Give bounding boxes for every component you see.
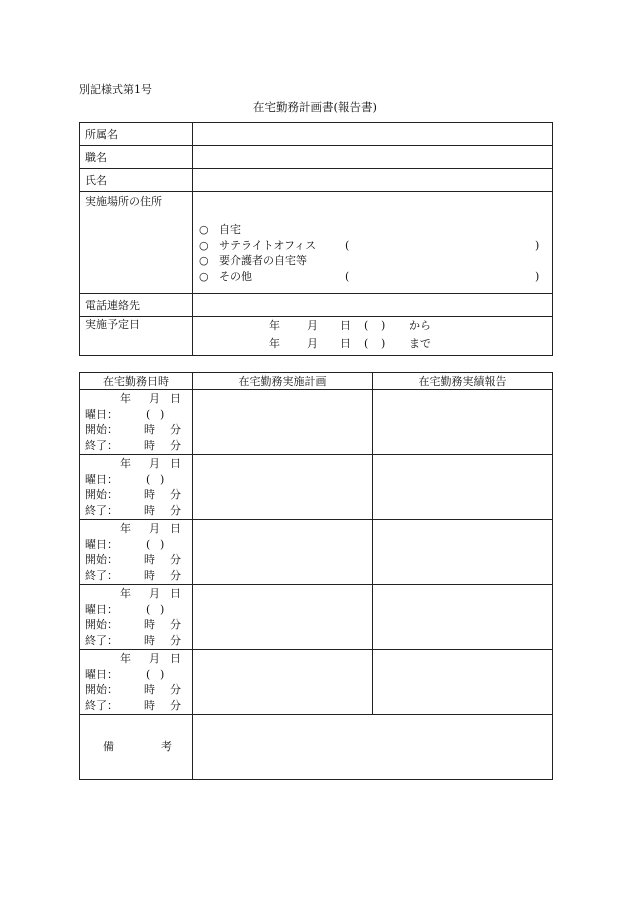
- weekday-line-text: (: [146, 472, 151, 486]
- location-option[interactable]: [199, 222, 552, 238]
- schedule-row: [80, 317, 553, 356]
- position-label: 職名: [80, 146, 193, 169]
- form-number: 別記様式第1号: [79, 83, 152, 96]
- department-label: 所属名: [80, 123, 193, 146]
- location-label: 実施場所の住所: [80, 192, 193, 294]
- header-report: 在宅勤務実績報告: [373, 373, 553, 390]
- end-time-line-text: 終了：: [85, 438, 118, 452]
- weekday-line-text: 曜日：: [85, 667, 118, 681]
- work-datetime: [80, 390, 192, 454]
- date-line-text: 年: [120, 392, 131, 405]
- start-time-line: [80, 422, 193, 437]
- date-line-text: 月: [149, 522, 160, 535]
- start-time-line: [80, 487, 193, 502]
- radio-circle-icon[interactable]: ○: [199, 269, 209, 283]
- notes-label-cell: [80, 715, 193, 780]
- notes-label-2: 考: [161, 740, 172, 753]
- weekday-line-text: ): [160, 537, 165, 551]
- schedule-field: [193, 317, 553, 356]
- location-option[interactable]: [199, 253, 552, 269]
- weekday-line-text: 曜日：: [85, 472, 118, 486]
- start-time-line-text: 分: [170, 683, 181, 696]
- start-time-line-text: 開始：: [85, 618, 118, 631]
- end-time-line-text: 分: [170, 633, 181, 647]
- date-line: [80, 456, 193, 471]
- weekday-line-text: ): [160, 407, 165, 421]
- date-line-text: 月: [149, 457, 160, 470]
- location-option[interactable]: [199, 238, 552, 254]
- end-time-line-text: 時: [144, 438, 155, 452]
- start-time-line-text: 開始：: [85, 423, 118, 436]
- name-row: [80, 169, 553, 192]
- notes-field[interactable]: [193, 715, 553, 780]
- start-time-line: [80, 682, 193, 697]
- date-line-text: 年: [120, 457, 131, 470]
- location-field: [193, 192, 553, 294]
- end-time-line: [80, 568, 193, 583]
- work-datetime-cell: [80, 520, 193, 585]
- end-time-line-text: 時: [144, 568, 155, 582]
- phone-field[interactable]: [193, 294, 553, 317]
- start-time-line-text: 時: [144, 683, 155, 696]
- date-line-text: 年: [120, 652, 131, 665]
- department-row: [80, 123, 553, 146]
- date-line-text: 年: [120, 587, 131, 600]
- location-option-label: サテライトオフィス: [219, 238, 317, 252]
- start-time-line-text: 時: [144, 618, 155, 631]
- weekday-line-text: 曜日：: [85, 602, 118, 616]
- weekday-line: [80, 602, 193, 617]
- schedule-label: 実施予定日: [80, 317, 193, 356]
- schedule-suffix: まで: [409, 337, 431, 350]
- end-time-line-text: 分: [170, 503, 181, 517]
- schedule-month: 月: [307, 337, 318, 350]
- work-datetime: [80, 585, 192, 649]
- name-field[interactable]: [193, 169, 553, 192]
- schedule-suffix: から: [409, 319, 431, 332]
- date-line-text: 月: [149, 587, 160, 600]
- work-day-row: [80, 585, 553, 650]
- end-time-line-text: 終了：: [85, 568, 118, 582]
- work-day-row: [80, 520, 553, 585]
- weekday-line-text: 曜日：: [85, 407, 118, 421]
- start-time-line-text: 分: [170, 423, 181, 436]
- end-time-line-text: 終了：: [85, 698, 118, 712]
- start-time-line-text: 時: [144, 553, 155, 566]
- weekday-line-text: (: [146, 407, 151, 421]
- applicant-info-table: [79, 122, 553, 356]
- work-day-row: [80, 455, 553, 520]
- document-title: 在宅勤務計画書(報告書): [253, 100, 377, 114]
- weekday-line-text: (: [146, 667, 151, 681]
- report-field[interactable]: [373, 650, 553, 715]
- work-datetime-cell: [80, 390, 193, 455]
- work-datetime: [80, 650, 192, 714]
- position-row: [80, 146, 553, 169]
- phone-row: [80, 294, 553, 317]
- weekday-line-text: ): [160, 667, 165, 681]
- start-time-line-text: 開始：: [85, 683, 118, 696]
- end-time-line: [80, 633, 193, 648]
- paren-close: ): [535, 269, 540, 283]
- date-line: [80, 391, 193, 406]
- plan-field[interactable]: [193, 520, 373, 585]
- name-label: 氏名: [80, 169, 193, 192]
- end-time-line-text: 終了：: [85, 503, 118, 517]
- date-line-text: 年: [120, 522, 131, 535]
- weekday-line-text: ): [160, 472, 165, 486]
- weekday-line-text: ): [160, 602, 165, 616]
- position-field[interactable]: [193, 146, 553, 169]
- paren-open: (: [345, 238, 350, 252]
- schedule-month: 月: [307, 319, 318, 332]
- end-time-line-text: 分: [170, 438, 181, 452]
- radio-circle-icon[interactable]: ○: [199, 238, 209, 252]
- weekday-line-text: 曜日：: [85, 537, 118, 551]
- radio-circle-icon[interactable]: ○: [199, 223, 209, 236]
- date-line-text: 月: [149, 652, 160, 665]
- schedule-year: 年: [269, 337, 280, 350]
- date-line: [80, 651, 193, 666]
- location-row: [80, 192, 553, 294]
- report-field[interactable]: [373, 520, 553, 585]
- end-time-line-text: 終了：: [85, 633, 118, 647]
- start-time-line: [80, 617, 193, 632]
- start-time-line-text: 時: [144, 423, 155, 436]
- schedule-date-row: [193, 336, 552, 354]
- end-time-line-text: 時: [144, 698, 155, 712]
- location-option-label: その他: [219, 269, 252, 283]
- header-datetime: 在宅勤務日時: [80, 373, 193, 390]
- location-option[interactable]: [199, 269, 552, 285]
- work-datetime-cell: [80, 650, 193, 715]
- end-time-line: [80, 698, 193, 713]
- end-time-line: [80, 503, 193, 518]
- header-plan: 在宅勤務実施計画: [193, 373, 373, 390]
- start-time-line-text: 分: [170, 488, 181, 501]
- plan-field[interactable]: [193, 390, 373, 455]
- work-day-row: [80, 650, 553, 715]
- work-datetime: [80, 520, 192, 584]
- work-schedule-table: [79, 372, 553, 780]
- schedule-paren-close: ): [381, 319, 386, 332]
- date-line-text: 月: [149, 392, 160, 405]
- schedule-paren-close: ): [381, 337, 386, 350]
- notes-label-1: 備: [103, 740, 114, 753]
- end-time-line-text: 時: [144, 633, 155, 647]
- work-day-row: [80, 390, 553, 455]
- date-line-text: 日: [170, 587, 181, 600]
- schedule-paren-open: (: [364, 337, 369, 350]
- radio-circle-icon[interactable]: ○: [199, 254, 209, 267]
- plan-field[interactable]: [193, 650, 373, 715]
- paren-close: ): [535, 238, 540, 252]
- department-field[interactable]: [193, 123, 553, 146]
- schedule-paren-open: (: [364, 319, 369, 332]
- work-datetime-cell: [80, 585, 193, 650]
- work-datetime-cell: [80, 455, 193, 520]
- report-field[interactable]: [373, 455, 553, 520]
- date-line-text: 日: [170, 457, 181, 470]
- weekday-line: [80, 667, 193, 682]
- end-time-line-text: 分: [170, 568, 181, 582]
- phone-label: 電話連絡先: [80, 294, 193, 317]
- start-time-line-text: 開始：: [85, 488, 118, 501]
- start-time-line-text: 分: [170, 553, 181, 566]
- schedule-year: 年: [269, 319, 280, 332]
- end-time-line: [80, 438, 193, 453]
- weekday-line: [80, 407, 193, 422]
- start-time-line-text: 時: [144, 488, 155, 501]
- schedule-date-row: [193, 318, 552, 336]
- plan-field[interactable]: [193, 455, 373, 520]
- weekday-line: [80, 537, 193, 552]
- end-time-line-text: 時: [144, 503, 155, 517]
- weekday-line-text: (: [146, 602, 151, 616]
- report-field[interactable]: [373, 585, 553, 650]
- date-line-text: 日: [170, 392, 181, 405]
- report-field[interactable]: [373, 390, 553, 455]
- start-time-line-text: 分: [170, 618, 181, 631]
- end-time-line-text: 分: [170, 698, 181, 712]
- header-row: [80, 373, 553, 390]
- work-datetime: [80, 455, 192, 519]
- schedule-day: 日: [340, 319, 351, 332]
- start-time-line: [80, 552, 193, 567]
- weekday-line: [80, 472, 193, 487]
- location-option-label: 要介護者の自宅等: [219, 254, 307, 267]
- schedule-day: 日: [340, 337, 351, 350]
- start-time-line-text: 開始：: [85, 553, 118, 566]
- weekday-line-text: (: [146, 537, 151, 551]
- date-line-text: 日: [170, 652, 181, 665]
- location-option-label: 自宅: [219, 223, 241, 236]
- notes-row: [80, 715, 553, 780]
- paren-open: (: [345, 269, 350, 283]
- plan-field[interactable]: [193, 585, 373, 650]
- date-line: [80, 521, 193, 536]
- date-line: [80, 586, 193, 601]
- date-line-text: 日: [170, 522, 181, 535]
